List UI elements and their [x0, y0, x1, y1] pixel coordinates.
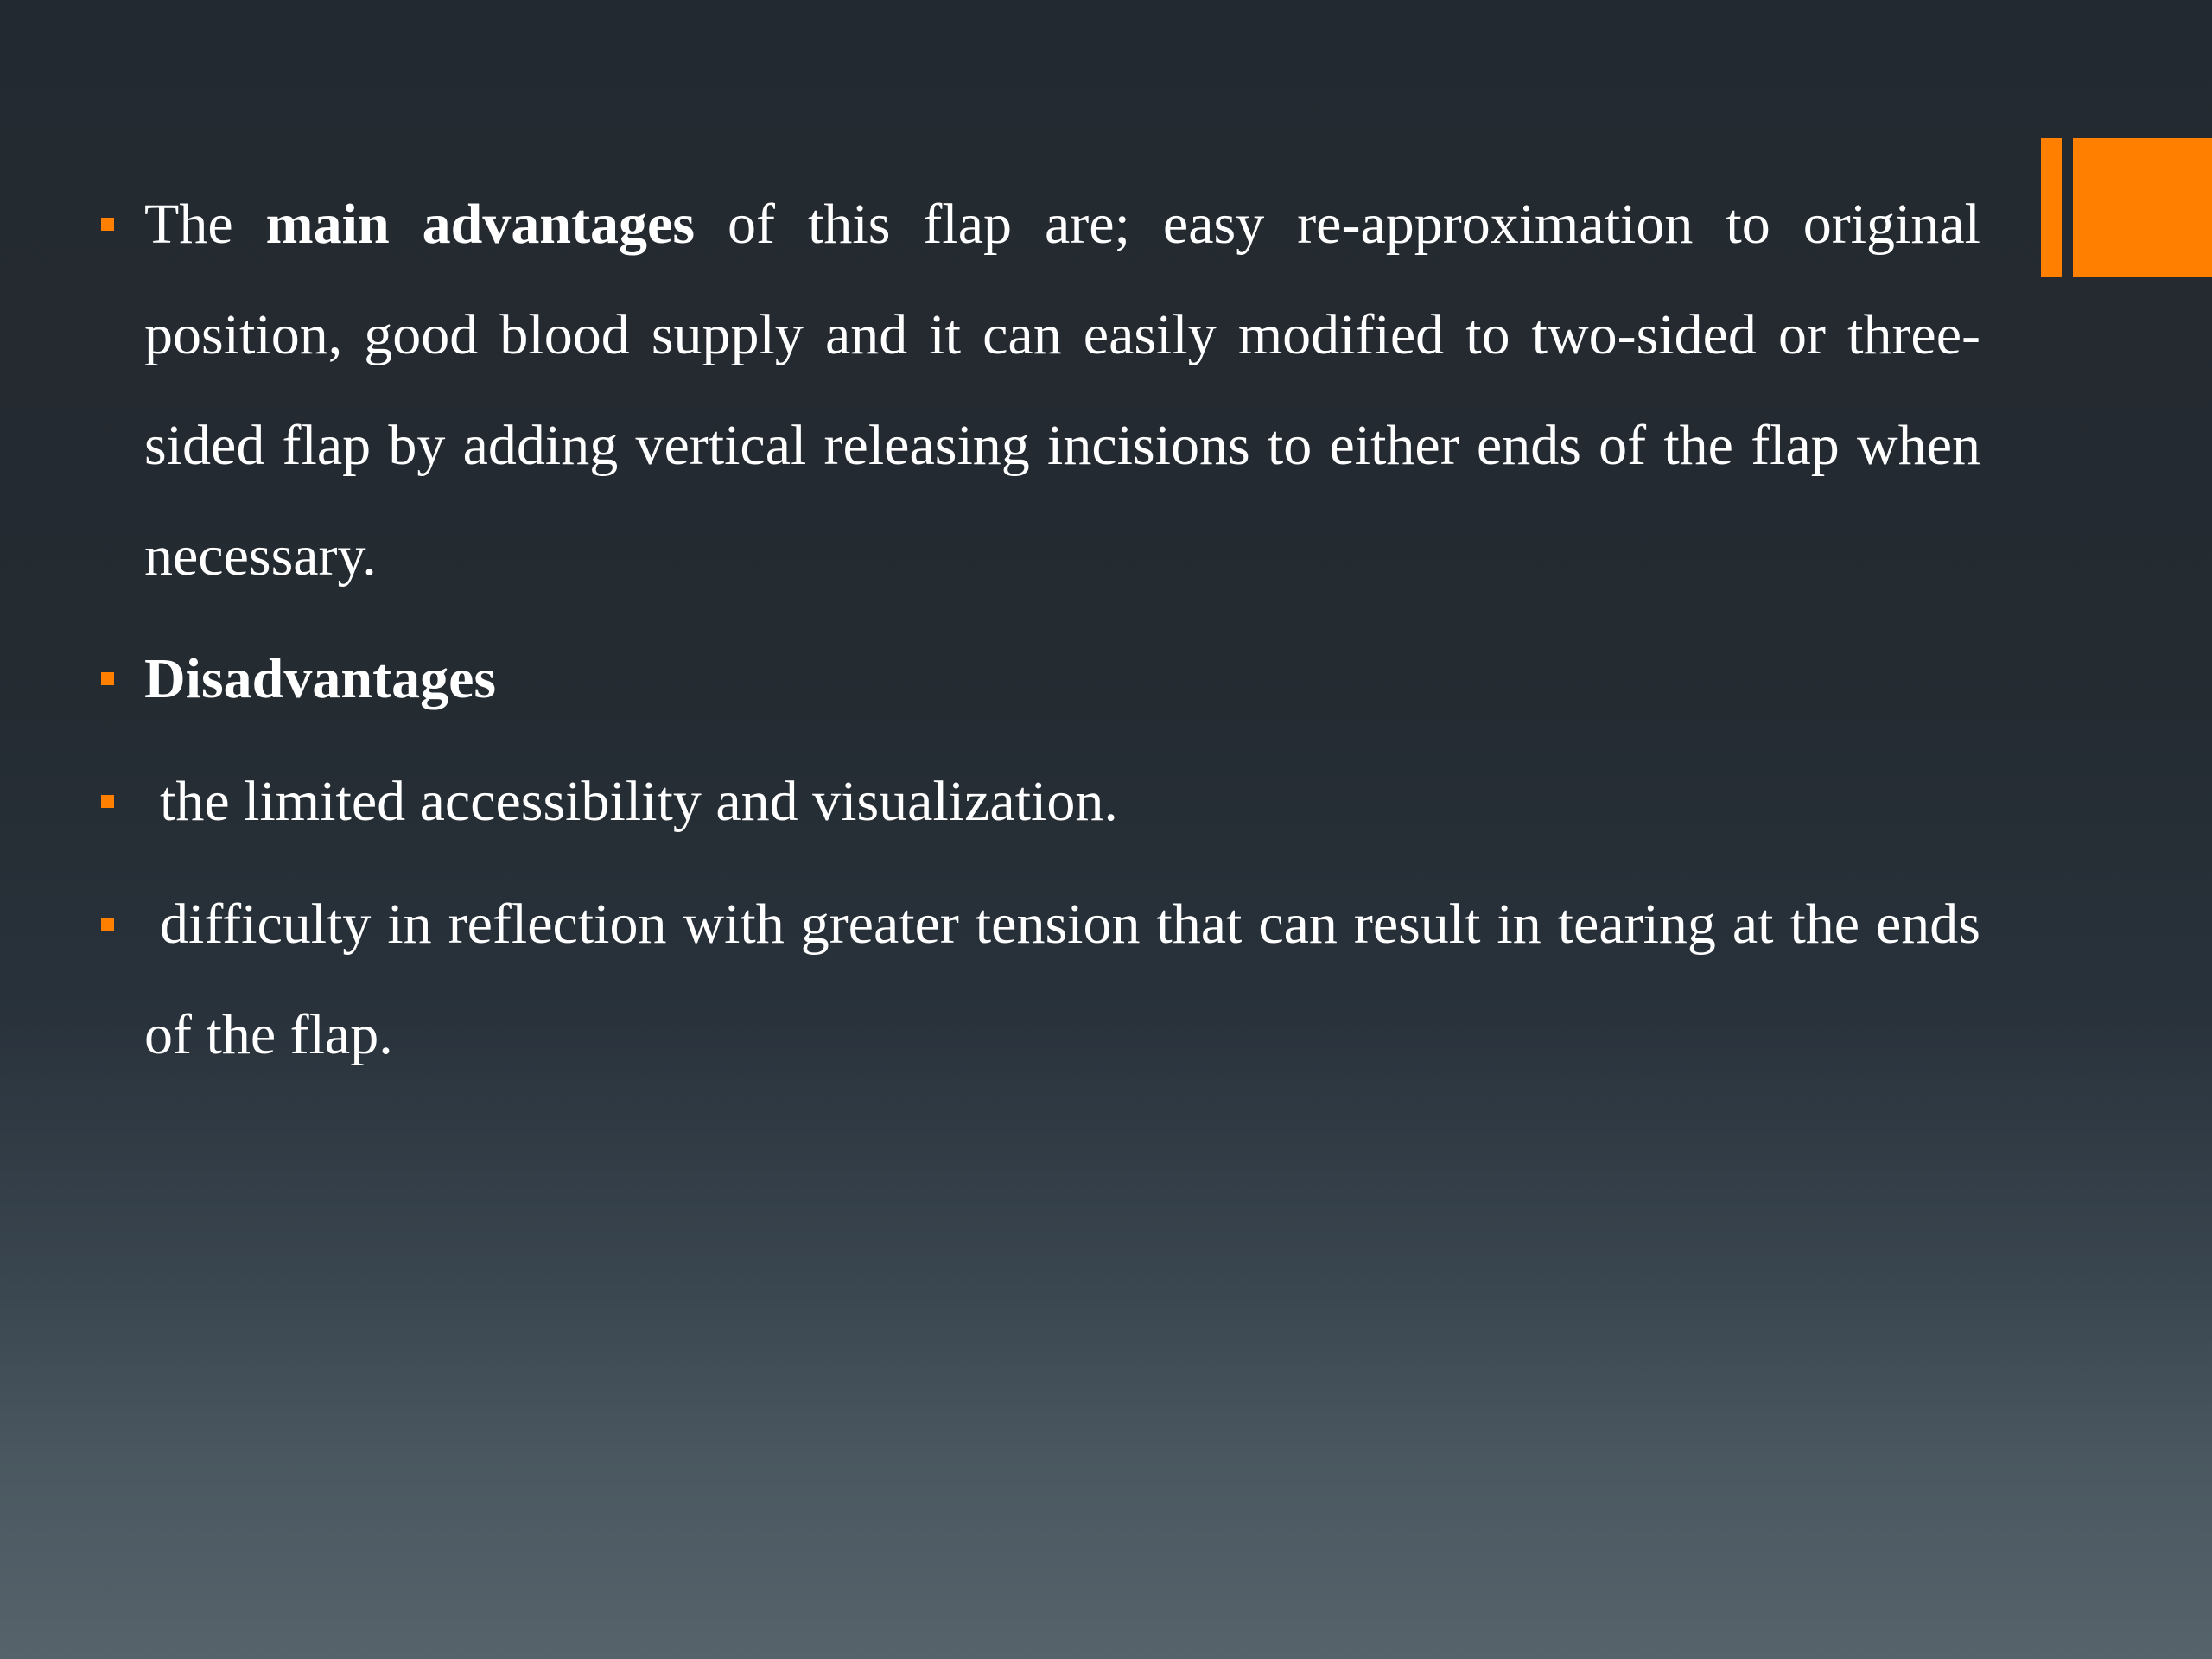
- bullet-main-advantages: [144, 169, 1980, 612]
- bullet-reflection-difficulty: [144, 869, 1980, 1090]
- disadvantages-heading: Disadvantages: [144, 647, 497, 710]
- bullet-body-text: of this flap are; easy re-approximation to original position, good blood supply and it can easily modified to two-sided or three-sided flap by adding vertical releasing incisions to either ends of the flap when necessary.: [144, 193, 1981, 588]
- bullet-body-text: the limited accessibility and visualization.: [160, 770, 1118, 833]
- bullet-limited-accessibility: [144, 747, 1980, 857]
- bullet-marker-icon: [101, 672, 114, 685]
- bullet-marker-icon: [101, 218, 114, 231]
- bullet-lead-text: The: [144, 193, 266, 256]
- bullet-body-text: difficulty in reflection with greater tension that can result in tearing at the ends of the flap.: [144, 893, 1980, 1066]
- bullet-marker-icon: [101, 918, 114, 931]
- slide-content: [144, 169, 1980, 1090]
- accent-bar-thin: [2041, 138, 2062, 276]
- bullet-marker-icon: [101, 795, 114, 808]
- bullet-bold-text: main advantages: [265, 193, 696, 256]
- bullet-disadvantages-heading: [144, 624, 1980, 734]
- accent-bar-block: [2073, 138, 2212, 276]
